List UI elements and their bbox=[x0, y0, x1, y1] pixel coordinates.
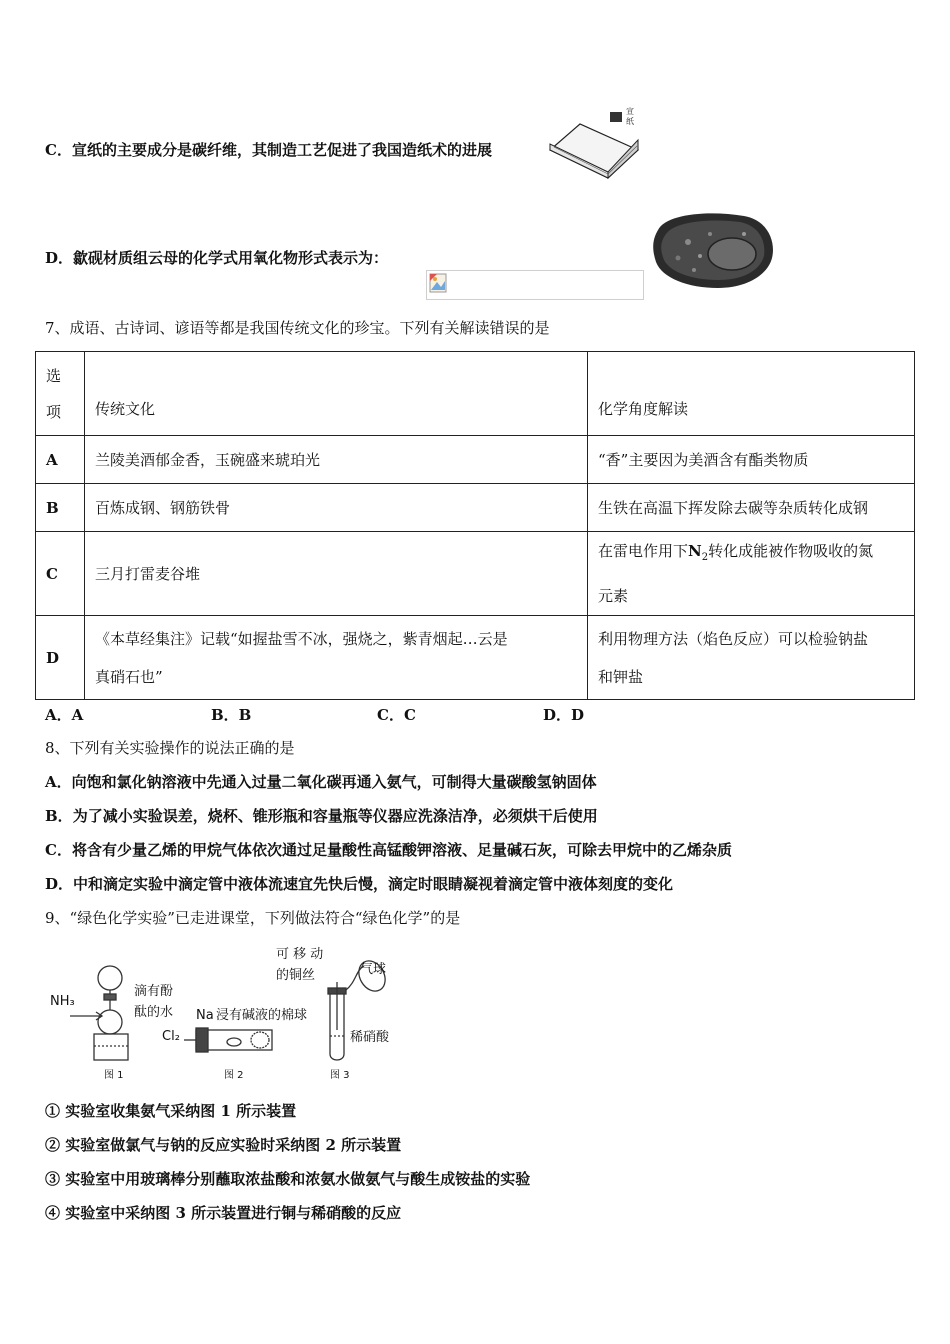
interp-text-a: 利用物理方法（焰色反应）可以检验钠盐 bbox=[598, 629, 869, 648]
q8-option-d[interactable] bbox=[45, 874, 673, 894]
row-interpretation: 生铁在高温下挥发除去碳等杂质转化成钢 bbox=[588, 484, 915, 532]
q9-item-2: ② 实验室做氯气与钠的反应实验时采纳图 2 所示装置 bbox=[45, 1136, 402, 1154]
na-label: Na bbox=[196, 1008, 214, 1023]
option-text: 为了减小实验误差，烧杯、锥形瓶和容量瓶等仪器应洗涤洁净，必须烘干后使用 bbox=[72, 807, 598, 825]
table-row bbox=[36, 484, 915, 532]
figure-2-caption: 图 2 bbox=[224, 1070, 244, 1081]
option-text: 宣纸的主要成分是碳纤维，其制造工艺促进了我国造纸术的进展 bbox=[71, 141, 492, 159]
answer-choice-d[interactable]: D．D bbox=[543, 706, 585, 724]
q7-stem: 7、成语、古诗词、谚语等都是我国传统文化的珍宝。下列有关解读错误的是 bbox=[45, 319, 550, 337]
q6-option-c bbox=[45, 140, 492, 160]
row-culture: 三月打雷麦谷堆 bbox=[85, 532, 588, 616]
table-row bbox=[36, 616, 915, 700]
table-row bbox=[36, 532, 915, 616]
seal-stamp bbox=[610, 112, 622, 122]
xuan-paper-image bbox=[546, 104, 642, 180]
movable-wire-label-b: 的铜丝 bbox=[276, 968, 316, 983]
figure-1-caption: 图 1 bbox=[104, 1070, 124, 1081]
option-label: D． bbox=[45, 249, 74, 267]
answer-choice-c[interactable]: C．C bbox=[377, 706, 416, 724]
stamp-char-a: 宣 bbox=[626, 107, 634, 116]
q8-option-a[interactable] bbox=[45, 772, 597, 792]
cl2-label: Cl₂ bbox=[162, 1029, 180, 1044]
interp-text-b: 和钾盐 bbox=[598, 667, 644, 686]
row-option: C bbox=[36, 532, 85, 616]
header-interpretation: 化学角度解读 bbox=[588, 352, 915, 436]
option-text: 将含有少量乙烯的甲烷气体依次通过足量酸性高锰酸钾溶液、足量碱石灰，可除去甲烷中的乙烯杂质 bbox=[71, 841, 732, 859]
q7-table bbox=[35, 351, 915, 700]
option-text: 歙砚材质组云母的化学式用氧化物形式表示为： bbox=[73, 249, 389, 267]
q9-item-1: ① 实验室收集氨气采纳图 1 所示装置 bbox=[45, 1102, 297, 1120]
inkstone-image bbox=[648, 208, 778, 292]
n2-subscript: 2 bbox=[701, 552, 709, 563]
option-label: C． bbox=[45, 841, 72, 859]
option-label: A． bbox=[45, 773, 72, 791]
q9-item-3: ③ 实验室中用玻璃棒分别蘸取浓盐酸和浓氨水做氨气与酸生成铵盐的实验 bbox=[45, 1170, 531, 1188]
figure-2-apparatus bbox=[184, 1028, 272, 1052]
balloon-label: 气球 bbox=[360, 962, 387, 977]
q8-option-c[interactable] bbox=[45, 840, 732, 860]
row-culture bbox=[85, 616, 588, 700]
dilute-nitric-label: 稀硝酸 bbox=[350, 1030, 390, 1045]
culture-text-a: 《本草经集注》记载“如握盐雪不冰，强烧之，紫青烟起…云是 bbox=[95, 629, 508, 648]
q8-option-b[interactable] bbox=[45, 806, 598, 826]
header-option bbox=[36, 352, 85, 436]
table-header-row bbox=[36, 352, 915, 436]
formula-image-placeholder bbox=[426, 270, 644, 300]
option-text: 向饱和氯化钠溶液中先通入过量二氧化碳再通入氨气，可制得大量碳酸氢钠固体 bbox=[71, 773, 597, 791]
row-interpretation bbox=[588, 532, 915, 616]
row-interpretation: “香”主要因为美酒含有酯类物质 bbox=[588, 436, 915, 484]
q9-stem: 9、“绿色化学实验”已走进课堂，下列做法符合“绿色化学”的是 bbox=[45, 909, 461, 927]
answer-choice-b[interactable]: B．B bbox=[211, 706, 252, 724]
row-culture: 兰陵美酒郁金香，玉碗盛来琥珀光 bbox=[85, 436, 588, 484]
header-culture: 传统文化 bbox=[85, 352, 588, 436]
q9-apparatus-figure bbox=[46, 942, 406, 1082]
phenolphthalein-label-b: 酞的水 bbox=[134, 1005, 174, 1020]
answer-choice-a[interactable]: A．A bbox=[45, 706, 84, 724]
header-option-b: 项 bbox=[46, 402, 62, 421]
row-option: A bbox=[36, 436, 85, 484]
row-culture: 百炼成钢、钢筋铁骨 bbox=[85, 484, 588, 532]
culture-text-b: 真硝石也” bbox=[95, 667, 163, 686]
stamp-char-b: 纸 bbox=[626, 117, 634, 126]
q9-item-4: ④ 实验室中采纳图 3 所示装置进行铜与稀硝酸的反应 bbox=[45, 1204, 402, 1222]
interp-text-a: 在雷电作用下 bbox=[598, 542, 689, 560]
n2-formula: N bbox=[688, 542, 702, 560]
option-label: D． bbox=[45, 875, 74, 893]
option-label: C． bbox=[45, 141, 72, 159]
option-label: B． bbox=[45, 807, 73, 825]
header-option-a: 选 bbox=[46, 366, 62, 385]
row-option: D bbox=[36, 616, 85, 700]
q6-option-d bbox=[45, 248, 388, 268]
row-option: B bbox=[36, 484, 85, 532]
broken-image-icon bbox=[429, 273, 447, 293]
interp-text-b: 转化成能被作物吸收的氮 bbox=[708, 542, 874, 560]
movable-wire-label-a: 可 移 动 bbox=[276, 947, 324, 962]
row-interpretation bbox=[588, 616, 915, 700]
figure-3-caption: 图 3 bbox=[330, 1070, 350, 1081]
phenolphthalein-label-a: 滴有酚 bbox=[134, 984, 174, 999]
interp-text-c: 元素 bbox=[598, 587, 629, 605]
q8-stem: 8、下列有关实验操作的说法正确的是 bbox=[45, 739, 295, 757]
figure-1-apparatus bbox=[70, 966, 128, 1060]
alkali-cotton-label: 浸有碱液的棉球 bbox=[216, 1008, 308, 1023]
option-text: 中和滴定实验中滴定管中液体流速宜先快后慢，滴定时眼睛凝视着滴定管中液体刻度的变化 bbox=[73, 875, 674, 893]
table-row bbox=[36, 436, 915, 484]
nh3-label: NH₃ bbox=[50, 994, 75, 1009]
